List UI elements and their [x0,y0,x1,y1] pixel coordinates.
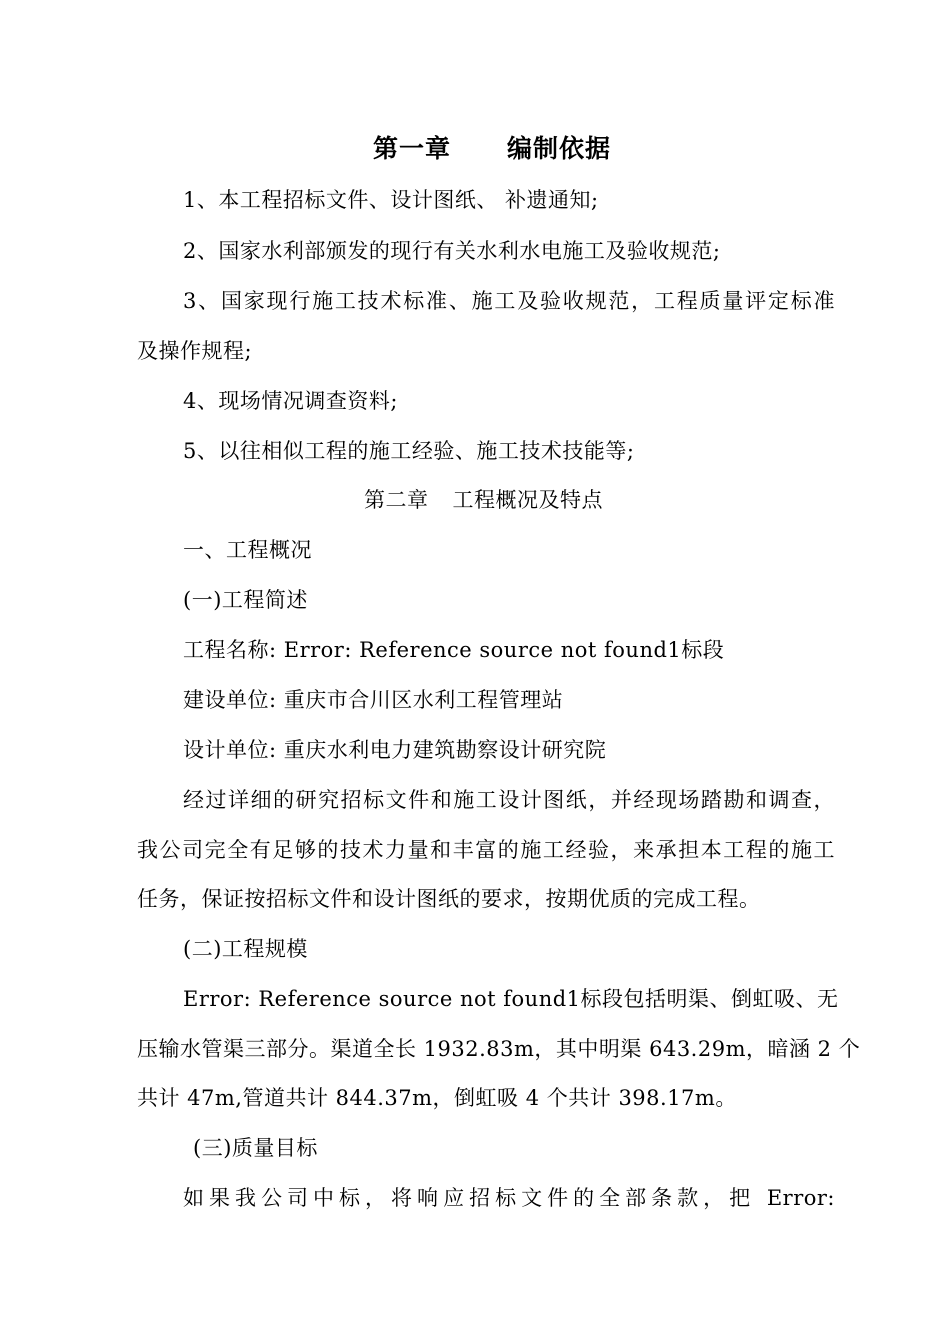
chapter1-number: 第一章 [373,134,452,163]
paragraph-2-line-3: 共计 47m,管道共计 844.37m，倒虹吸 4 个共计 398.17m。 [137,1086,737,1110]
paragraph-2-line-2: 压输水管渠三部分。渠道全长 1932.83m，其中明渠 643.29m，暗涵 2 个 [137,1037,861,1061]
paragraph-1-line-3: 任务，保证按招标文件和设计图纸的要求，按期优质的完成工程。 [137,887,761,911]
subsection-scale: (二)工程规模 [183,937,308,961]
subsection-quality: (三)质量目标 [193,1136,318,1160]
chapter2-number: 第二章 [364,488,429,512]
chapter1-heading [373,134,611,164]
paragraph-1-line-1: 经过详细的研究招标文件和施工设计图纸，并经现场踏勘和调查， [183,788,835,812]
project-name: 工程名称: Error: Reference source not found1标段 [183,638,725,662]
chapter1-title: 编制依据 [507,134,612,163]
section-overview: 一、工程概况 [183,538,312,562]
paragraph-3-line-1: 如果我公司中标，将响应招标文件的全部条款，把 Error: [183,1186,835,1210]
basis-item-5: 5、以往相似工程的施工经验、施工技术技能等; [183,439,635,463]
design-unit: 设计单位: 重庆水利电力建筑勘察设计研究院 [183,738,607,762]
basis-item-3: 3、国家现行施工技术标准、施工及验收规范，工程质量评定标准 [183,289,835,313]
basis-item-1: 1、本工程招标文件、设计图纸、 补遗通知; [183,188,599,212]
basis-item-4: 4、现场情况调查资料; [183,389,398,413]
chapter2-title: 工程概况及特点 [452,488,603,512]
paragraph-1-line-2: 我公司完全有足够的技术力量和丰富的施工经验，来承担本工程的施工 [137,838,835,862]
subsection-summary: (一)工程简述 [183,588,308,612]
basis-item-3-cont: 及操作规程; [137,339,253,363]
builder-unit: 建设单位: 重庆市合川区水利工程管理站 [183,688,564,712]
paragraph-2-line-1: Error: Reference source not found1标段包括明渠、倒虹吸、无 [183,987,839,1011]
chapter2-heading [364,485,603,515]
basis-item-2: 2、国家水利部颁发的现行有关水利水电施工及验收规范; [183,239,721,263]
